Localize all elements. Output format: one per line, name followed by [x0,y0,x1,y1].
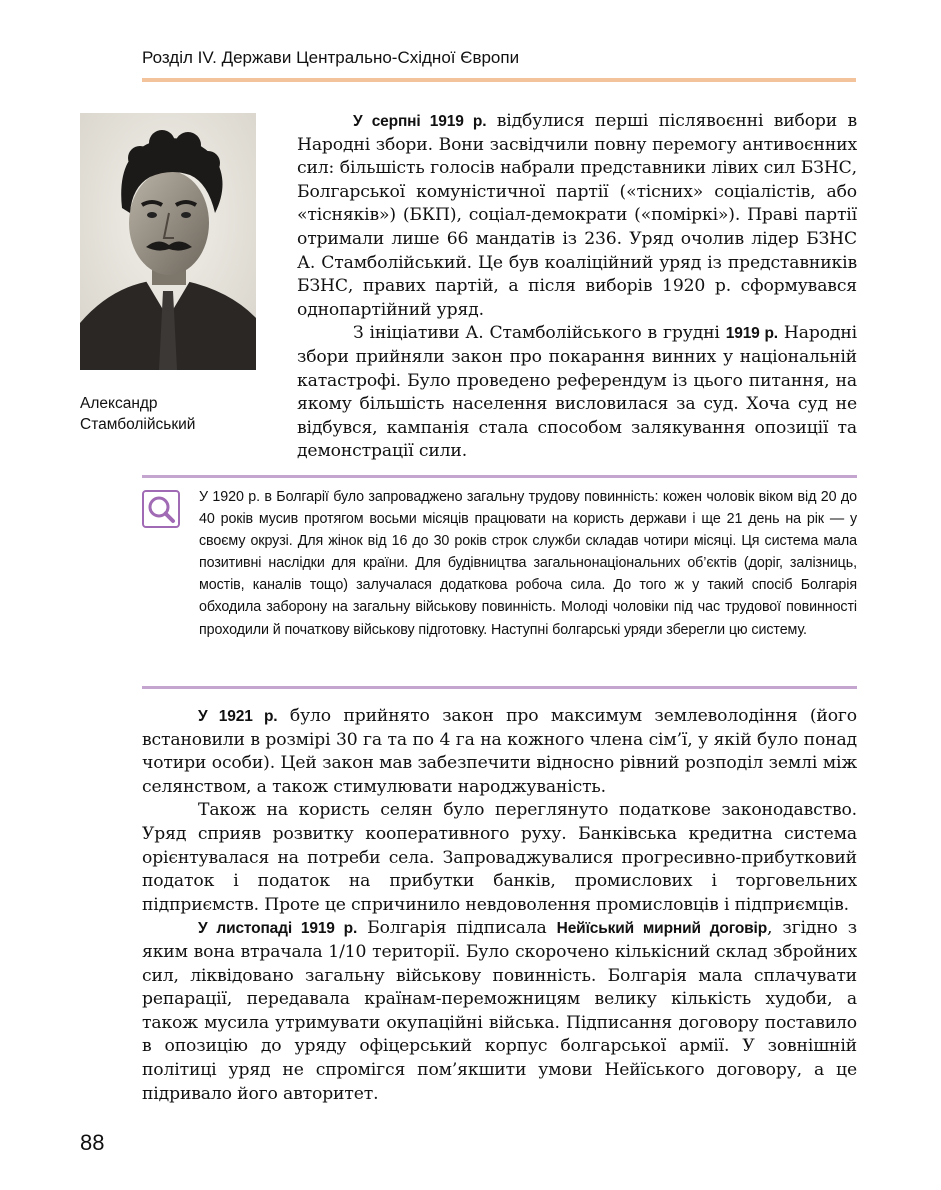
paragraph-5 [142,917,857,1106]
intro-column [297,110,857,464]
paragraph-4: Також на користь селян було переглянуто податкове законодавство. Уряд сприяв розвитку кооперативного руху. Банківська кредитна система орієнтувалася на потреби села. Запроваджувалися прогресивно-прибутковий податок і податок на прибутки банків, промислових і торговельних підприємств. Проте це спричинило невдоволення промисловців і підприємців. [142,800,857,915]
treaty-name: Нейїський мирний договір [556,920,768,938]
paragraph-3 [142,705,857,799]
date-november-1919: У листопаді 1919 р. [198,920,358,938]
paragraph-2-text: Народні збори прийняли закон про покарання винних у національній катастрофі. Було проведено референдум із цього питання, на якому більшість населення висловилася за суд. Хоча суд не відбувся, кампанія стала способом залякування опозиції та демонстрації сили. [297,323,858,462]
portrait-illustration [80,113,256,370]
main-column [142,705,857,1106]
infobox-bottom-rule [142,686,857,689]
paragraph-2-start: З ініціативи А. Стамболійського в грудні [353,323,726,344]
paragraph-2 [297,322,857,464]
infobox-top-rule [142,475,857,478]
caption-line-2: Стамболійський [80,416,196,433]
paragraph-5-text: , згідно з яким вона втрачала 1/10 території. Було скорочено кількісний склад збройних сил, ліквідовано загальну військову повинність. Болгарія мала сплачувати репарації, передавала країнам-переможницям велику кількість худоби, а також мусила утримувати окупаційні війська. Підписання договору поставило в опозицію до уряду офіцерський корпус болгарської армії. У зовнішній політиці уряд не спромігся пом’якшити умови Нейїського договору, а це підривало його авторитет. [142,918,857,1104]
paragraph-1 [297,110,857,322]
magnifier-icon [142,490,180,528]
portrait-photo [80,113,256,370]
date-december-1919: 1919 р. [725,325,778,343]
paragraph-3-text: було прийнято закон про максимум землеволодіння (його встановили в розмірі 30 га та по 4 га на кожного члена сім’ї, у якій було понад чотири особи). Цей закон мав забезпечити відносно рівний розподіл землі між селянством, а також стимулювати народжуваність. [142,706,857,797]
portrait-caption [80,393,280,435]
date-august-1919: У серпні 1919 р. [353,113,487,130]
page-header-title: Розділ IV. Держави Центрально-Східної Європи [142,48,520,67]
paragraph-1-text: відбулися перші післявоєнні вибори в Народні збори. Вони засвідчили повну перемогу антивоєнних сил: більшість голосів набрали представники лівих сил БЗНС, Болгарської комуністичної партії («тісних» соціалістів, або «тісняків») (БКП), соціал-демократи («поміркі»). Праві партії отримали лише 66 мандатів із 236. Уряд очолив лідер БЗНС А. Стамболійський. Це був коаліційний уряд із представників БЗНС, правих партій, а після виборів 1920 р. сформувався однопартійний уряд. [297,111,857,320]
paragraph-5-mid: Болгарія підписала [357,918,557,939]
date-1921: У 1921 р. [198,708,278,725]
header-rule [142,78,856,82]
infobox-text: У 1920 р. в Болгарії було запроваджено загальну трудову повинність: кожен чоловік віком від 20 до 40 років мусив протягом восьми місяців працювати на користь держави і ще 21 день на рік — у своєму окрузі. Для жінок від 16 до 30 років строк служби складав чотири місяці. Ця система мала позитивні наслідки для країни. Для будівництва загальнонаціональних об’єктів (доріг, залізниць, мостів, каналів тощо) залучалася додаткова робоча сила. До того ж у такий спосіб Болгарія обходила заборону на загальну військову повинність. Молоді чоловіки під час трудової повинності проходили й початкову військову підготовку. Наступні болгарські уряди зберегли цю систему. [199,489,857,638]
page-number: 88 [80,1130,105,1155]
caption-line-1: Александр [80,395,158,412]
